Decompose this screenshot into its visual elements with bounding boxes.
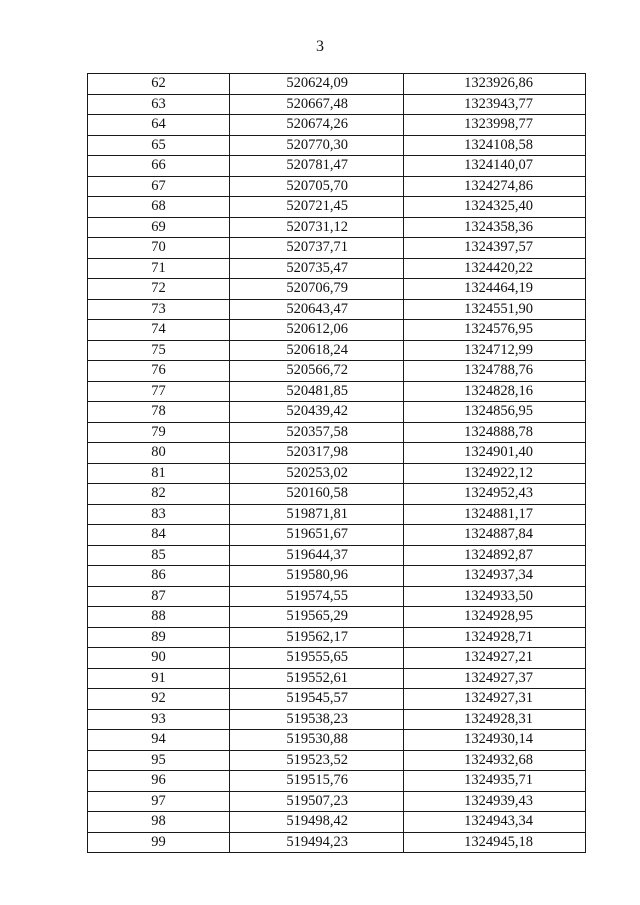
y-coordinate-cell: 1323926,86	[404, 74, 586, 95]
x-coordinate-cell: 520612,06	[230, 320, 404, 341]
y-coordinate-cell: 1323943,77	[404, 94, 586, 115]
x-coordinate-cell: 520317,98	[230, 443, 404, 464]
y-coordinate-cell: 1324881,17	[404, 504, 586, 525]
point-number-cell: 72	[88, 279, 230, 300]
point-number-cell: 94	[88, 730, 230, 751]
table-row	[88, 381, 586, 402]
x-coordinate-cell: 520737,71	[230, 238, 404, 259]
x-coordinate-cell: 519507,23	[230, 791, 404, 812]
x-coordinate-cell: 520357,58	[230, 422, 404, 443]
table-row	[88, 135, 586, 156]
y-coordinate-cell: 1324932,68	[404, 750, 586, 771]
table-row	[88, 730, 586, 751]
point-number-cell: 86	[88, 566, 230, 587]
y-coordinate-cell: 1323998,77	[404, 115, 586, 136]
x-coordinate-cell: 520781,47	[230, 156, 404, 177]
point-number-cell: 98	[88, 812, 230, 833]
x-coordinate-cell: 519498,42	[230, 812, 404, 833]
x-coordinate-cell: 520439,42	[230, 402, 404, 423]
table-row	[88, 791, 586, 812]
point-number-cell: 84	[88, 525, 230, 546]
point-number-cell: 62	[88, 74, 230, 95]
page-number: 3	[316, 38, 324, 55]
table-row	[88, 709, 586, 730]
point-number-cell: 64	[88, 115, 230, 136]
y-coordinate-cell: 1324712,99	[404, 340, 586, 361]
x-coordinate-cell: 520643,47	[230, 299, 404, 320]
table-row	[88, 402, 586, 423]
table-row	[88, 627, 586, 648]
table-row	[88, 340, 586, 361]
table-row	[88, 320, 586, 341]
x-coordinate-cell: 520481,85	[230, 381, 404, 402]
coordinates-table-body	[88, 74, 586, 853]
table-row	[88, 607, 586, 628]
x-coordinate-cell: 520731,12	[230, 217, 404, 238]
table-row	[88, 258, 586, 279]
point-number-cell: 74	[88, 320, 230, 341]
table-row	[88, 689, 586, 710]
y-coordinate-cell: 1324828,16	[404, 381, 586, 402]
table-row	[88, 443, 586, 464]
y-coordinate-cell: 1324551,90	[404, 299, 586, 320]
y-coordinate-cell: 1324325,40	[404, 197, 586, 218]
y-coordinate-cell: 1324856,95	[404, 402, 586, 423]
x-coordinate-cell: 520735,47	[230, 258, 404, 279]
table-row	[88, 361, 586, 382]
y-coordinate-cell: 1324892,87	[404, 545, 586, 566]
y-coordinate-cell: 1324935,71	[404, 771, 586, 792]
y-coordinate-cell: 1324927,31	[404, 689, 586, 710]
x-coordinate-cell: 519565,29	[230, 607, 404, 628]
table-row	[88, 94, 586, 115]
point-number-cell: 89	[88, 627, 230, 648]
table-row	[88, 566, 586, 587]
x-coordinate-cell: 519530,88	[230, 730, 404, 751]
point-number-cell: 99	[88, 832, 230, 853]
point-number-cell: 96	[88, 771, 230, 792]
table-row	[88, 238, 586, 259]
table-row	[88, 176, 586, 197]
y-coordinate-cell: 1324928,31	[404, 709, 586, 730]
x-coordinate-cell: 519515,76	[230, 771, 404, 792]
point-number-cell: 76	[88, 361, 230, 382]
point-number-cell: 73	[88, 299, 230, 320]
y-coordinate-cell: 1324397,57	[404, 238, 586, 259]
y-coordinate-cell: 1324952,43	[404, 484, 586, 505]
x-coordinate-cell: 520674,26	[230, 115, 404, 136]
x-coordinate-cell: 519574,55	[230, 586, 404, 607]
x-coordinate-cell: 519523,52	[230, 750, 404, 771]
x-coordinate-cell: 519555,65	[230, 648, 404, 669]
point-number-cell: 91	[88, 668, 230, 689]
coordinates-table	[87, 73, 586, 853]
table-row	[88, 484, 586, 505]
table-row	[88, 812, 586, 833]
table-row	[88, 422, 586, 443]
table-row	[88, 156, 586, 177]
y-coordinate-cell: 1324933,50	[404, 586, 586, 607]
table-row	[88, 525, 586, 546]
point-number-cell: 75	[88, 340, 230, 361]
x-coordinate-cell: 520705,70	[230, 176, 404, 197]
point-number-cell: 70	[88, 238, 230, 259]
x-coordinate-cell: 519494,23	[230, 832, 404, 853]
x-coordinate-cell: 520160,58	[230, 484, 404, 505]
table-row	[88, 545, 586, 566]
x-coordinate-cell: 519552,61	[230, 668, 404, 689]
table-row	[88, 217, 586, 238]
x-coordinate-cell: 520253,02	[230, 463, 404, 484]
y-coordinate-cell: 1324927,37	[404, 668, 586, 689]
y-coordinate-cell: 1324901,40	[404, 443, 586, 464]
point-number-cell: 83	[88, 504, 230, 525]
point-number-cell: 78	[88, 402, 230, 423]
y-coordinate-cell: 1324930,14	[404, 730, 586, 751]
y-coordinate-cell: 1324274,86	[404, 176, 586, 197]
x-coordinate-cell: 519562,17	[230, 627, 404, 648]
point-number-cell: 95	[88, 750, 230, 771]
point-number-cell: 87	[88, 586, 230, 607]
y-coordinate-cell: 1324937,34	[404, 566, 586, 587]
table-row	[88, 771, 586, 792]
table-row	[88, 299, 586, 320]
table-row	[88, 586, 586, 607]
y-coordinate-cell: 1324943,34	[404, 812, 586, 833]
point-number-cell: 92	[88, 689, 230, 710]
x-coordinate-cell: 519580,96	[230, 566, 404, 587]
x-coordinate-cell: 520566,72	[230, 361, 404, 382]
x-coordinate-cell: 519651,67	[230, 525, 404, 546]
y-coordinate-cell: 1324928,95	[404, 607, 586, 628]
x-coordinate-cell: 520721,45	[230, 197, 404, 218]
table-row	[88, 504, 586, 525]
y-coordinate-cell: 1324887,84	[404, 525, 586, 546]
y-coordinate-cell: 1324928,71	[404, 627, 586, 648]
point-number-cell: 63	[88, 94, 230, 115]
point-number-cell: 71	[88, 258, 230, 279]
x-coordinate-cell: 520706,79	[230, 279, 404, 300]
table-row	[88, 463, 586, 484]
point-number-cell: 81	[88, 463, 230, 484]
y-coordinate-cell: 1324576,95	[404, 320, 586, 341]
table-row	[88, 197, 586, 218]
point-number-cell: 97	[88, 791, 230, 812]
x-coordinate-cell: 519545,57	[230, 689, 404, 710]
table-row	[88, 832, 586, 853]
x-coordinate-cell: 520618,24	[230, 340, 404, 361]
x-coordinate-cell: 519871,81	[230, 504, 404, 525]
table-row	[88, 279, 586, 300]
point-number-cell: 82	[88, 484, 230, 505]
table-row	[88, 648, 586, 669]
point-number-cell: 66	[88, 156, 230, 177]
point-number-cell: 80	[88, 443, 230, 464]
x-coordinate-cell: 519538,23	[230, 709, 404, 730]
point-number-cell: 88	[88, 607, 230, 628]
point-number-cell: 77	[88, 381, 230, 402]
y-coordinate-cell: 1324939,43	[404, 791, 586, 812]
x-coordinate-cell: 520770,30	[230, 135, 404, 156]
table-row	[88, 115, 586, 136]
point-number-cell: 79	[88, 422, 230, 443]
y-coordinate-cell: 1324420,22	[404, 258, 586, 279]
table-row	[88, 668, 586, 689]
y-coordinate-cell: 1324464,19	[404, 279, 586, 300]
point-number-cell: 65	[88, 135, 230, 156]
table-row	[88, 74, 586, 95]
point-number-cell: 67	[88, 176, 230, 197]
x-coordinate-cell: 520624,09	[230, 74, 404, 95]
x-coordinate-cell: 520667,48	[230, 94, 404, 115]
point-number-cell: 85	[88, 545, 230, 566]
point-number-cell: 93	[88, 709, 230, 730]
point-number-cell: 69	[88, 217, 230, 238]
y-coordinate-cell: 1324788,76	[404, 361, 586, 382]
x-coordinate-cell: 519644,37	[230, 545, 404, 566]
table-row	[88, 750, 586, 771]
y-coordinate-cell: 1324945,18	[404, 832, 586, 853]
y-coordinate-cell: 1324108,58	[404, 135, 586, 156]
y-coordinate-cell: 1324927,21	[404, 648, 586, 669]
y-coordinate-cell: 1324922,12	[404, 463, 586, 484]
point-number-cell: 90	[88, 648, 230, 669]
y-coordinate-cell: 1324888,78	[404, 422, 586, 443]
y-coordinate-cell: 1324358,36	[404, 217, 586, 238]
point-number-cell: 68	[88, 197, 230, 218]
y-coordinate-cell: 1324140,07	[404, 156, 586, 177]
